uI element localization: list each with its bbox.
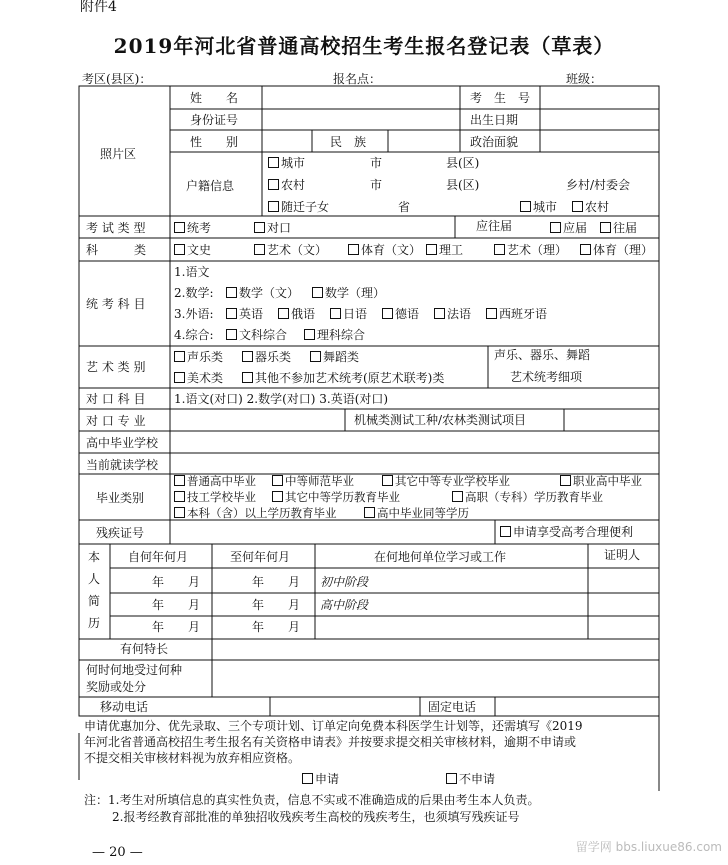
hukou-migrant-urban-option[interactable]: 城市 [520,200,557,214]
checkbox-icon [446,773,457,784]
checkbox-icon [572,201,583,212]
awards-label-line2: 奖励或处分 [86,680,147,694]
checkbox-icon [268,157,279,168]
grad-other-secondary-option[interactable]: 其它中等学历教育毕业 [272,490,400,504]
subject-ligong-option[interactable]: 理工 [426,243,463,257]
grad-vocational-hs-option[interactable]: 职业高中毕业 [560,474,642,488]
resume-row3-from-month: 月 [188,620,201,634]
resume-char-2: 人 [88,572,101,586]
checkbox-icon [382,475,393,486]
checkbox-icon [550,222,561,233]
apply-text-line3: 不提交相关审核材料视为放弃相应资格。 [84,751,301,765]
grad-status-label: 应往届 [476,219,513,233]
ethnicity-label: 民 族 [330,135,367,149]
subject-art-science-option[interactable]: 艺术（理） [494,243,567,257]
subject-sports-arts-option[interactable]: 体育（文） [348,243,421,257]
checkbox-icon [486,308,497,319]
resume-row2-to-month: 月 [288,598,301,612]
checkbox-icon [272,475,283,486]
unified-chinese: 1.语文 [174,265,210,279]
page-number: — 20 — [92,845,143,860]
exam-type-unified-option[interactable]: 统考 [174,221,211,235]
checkbox-icon [452,491,463,502]
checkbox-icon [494,244,505,255]
photo-area-label: 照片区 [100,147,137,161]
checkbox-icon [302,773,313,784]
checkbox-icon [364,507,375,518]
foreign-german-option[interactable]: 德语 [382,307,419,321]
corner-text: 附件4 [80,0,117,15]
vocational-subjects-label: 对 口 科 目 [86,392,146,406]
checkbox-icon [174,222,185,233]
checkbox-icon [272,491,283,502]
fresh-grad-option[interactable]: 应届 [550,221,587,235]
hukou-label: 户籍信息 [186,179,235,193]
current-school-label: 当前就读学校 [86,458,159,472]
specialty-label: 有何特长 [120,642,169,656]
hukou-migrant-option[interactable]: 随迁子女 [268,200,329,214]
resume-row2-to-year: 年 [252,598,265,612]
watermark: 留学网 bbs.liuxue86.com [575,840,722,854]
checkbox-icon [560,475,571,486]
art-fine-arts-option[interactable]: 美术类 [174,371,223,385]
checkbox-icon [500,526,511,537]
resume-where-header: 在何地何单位学习或工作 [374,550,507,564]
checkbox-icon [268,179,279,190]
vocational-major-label: 对 口 专 业 [86,414,146,428]
page-title: 2019年河北省普通高校招生考生报名登记表（草表） [113,34,615,58]
checkbox-icon [330,308,341,319]
unified-math-label: 2.数学: [174,286,214,300]
checkbox-icon [226,329,237,340]
hukou-city-city: 市 [370,156,383,170]
disability-number-label: 残疾证号 [96,526,145,540]
unified-subjects-label: 统 考 科 目 [86,297,146,311]
checkbox-icon [434,308,445,319]
resume-char-1: 本 [88,550,101,564]
hukou-rural-option[interactable]: 农村 [268,178,305,192]
checkbox-icon [254,244,265,255]
checkbox-icon [310,351,321,362]
resume-row1-stage: 初中阶段 [320,575,369,589]
checkbox-icon [226,308,237,319]
foreign-japanese-option[interactable]: 日语 [330,307,367,321]
comprehensive-science-option[interactable]: 理科综合 [304,328,365,342]
art-detail-line1: 声乐、器乐、舞蹈 [494,348,591,362]
subject-art-arts-option[interactable]: 艺术（文） [254,243,327,257]
exam-type-vocational-option[interactable]: 对口 [254,221,291,235]
resume-row1-to-month: 月 [288,575,301,589]
checkbox-icon [600,222,611,233]
resume-row2-from-year: 年 [152,598,165,612]
unified-foreign-label: 3.外语: [174,307,214,321]
checkbox-icon [312,287,323,298]
grad-type-label: 毕业类别 [96,491,145,505]
header-class: 班级： [566,72,603,86]
checkbox-icon [242,351,253,362]
note-line2: 2.报考经教育部批准的单独招收残疾考生高校的残疾考生，也须填写残疾证号 [112,810,520,824]
unified-comprehensive-label: 4.综合: [174,328,214,342]
checkbox-icon [174,351,185,362]
name-label: 姓 名 [190,91,239,105]
resume-row3-from-year: 年 [152,620,165,634]
subject-type-label: 科 类 [86,243,147,257]
subject-wenshi-option[interactable]: 文史 [174,243,211,257]
foreign-spanish-option[interactable]: 西班牙语 [486,307,547,321]
birth-date-label: 出生日期 [470,113,519,127]
resume-char-3: 简 [88,594,101,608]
resume-witness-header: 证明人 [604,548,641,562]
math-arts-option[interactable]: 数学（文） [226,286,299,300]
resume-row1-from-year: 年 [152,575,165,589]
landline-label: 固定电话 [428,700,477,714]
resume-row3-to-year: 年 [252,620,265,634]
header-district: 考区(县区)： [82,72,152,86]
resume-char-4: 历 [88,616,101,630]
grad-normal-school-option[interactable]: 中等师范毕业 [272,474,354,488]
hukou-migrant-province: 省 [398,200,411,214]
art-instrument-option[interactable]: 器乐类 [242,350,291,364]
art-type-label: 艺 术 类 别 [86,360,146,374]
header-site: 报名点： [333,72,382,86]
checkbox-icon [348,244,359,255]
hukou-rural-county: 县(区) [446,178,480,192]
exam-number-label: 考 生 号 [470,91,531,105]
hs-grad-school-label: 高中毕业学校 [86,436,159,450]
checkbox-icon [304,329,315,340]
apply-text-line2: 年河北省普通高校招生考生报名有关资格申请表》并按要求提交相关审核材料，逾期不申请或 [84,735,577,749]
grad-higher-vocational-option[interactable]: 高职（专科）学历教育毕业 [452,490,603,504]
hukou-migrant-rural-option[interactable]: 农村 [572,200,609,214]
art-other-option[interactable]: 其他不参加艺术统考(原艺术联考)类 [242,371,444,385]
art-dance-option[interactable]: 舞蹈类 [310,350,359,364]
political-status-label: 政治面貌 [470,135,519,149]
id-number-label: 身份证号 [190,113,239,127]
art-vocal-option[interactable]: 声乐类 [174,350,223,364]
hukou-rural-city: 市 [370,178,383,192]
subject-sports-science-option[interactable]: 体育（理） [580,243,653,257]
vocational-test-label: 机械类测试工种/农林类测试项目 [354,413,527,427]
apply-yes-option[interactable]: 申请 [302,772,339,786]
resume-to-header: 至何年何月 [230,550,291,564]
hukou-rural-village: 乡村/村委会 [566,178,631,192]
checkbox-icon [426,244,437,255]
resume-row2-stage: 高中阶段 [320,598,369,612]
checkbox-icon [226,287,237,298]
vocational-subjects-value: 1.语文(对口) 2.数学(对口) 3.英语(对口) [174,392,389,406]
checkbox-icon [520,201,531,212]
grad-regular-hs-option[interactable]: 普通高中毕业 [174,474,256,488]
hukou-city-option[interactable]: 城市 [268,156,305,170]
foreign-french-option[interactable]: 法语 [434,307,471,321]
exam-type-label: 考 试 类 型 [86,221,146,235]
mobile-label: 移动电话 [100,700,149,714]
resume-row3-to-month: 月 [288,620,301,634]
checkbox-icon [174,475,185,486]
grad-equivalent-option[interactable]: 高中毕业同等学历 [364,506,469,520]
gender-label: 性 别 [190,135,239,149]
accommodation-option[interactable]: 申请享受高考合理便利 [500,525,633,539]
checkbox-icon [254,222,265,233]
checkbox-icon [268,201,279,212]
grad-technical-school-option[interactable]: 技工学校毕业 [174,490,256,504]
awards-label-line1: 何时何地受过何种 [86,663,183,677]
comprehensive-arts-option[interactable]: 文科综合 [226,328,287,342]
checkbox-icon [382,308,393,319]
foreign-russian-option[interactable]: 俄语 [278,307,315,321]
hukou-city-county: 县(区) [446,156,480,170]
checkbox-icon [174,372,185,383]
checkbox-icon [174,507,185,518]
apply-text-line1: 申请优惠加分、优先录取、三个专项计划、订单定向免费本科医学生计划等，还需填写《2019 [84,719,583,733]
foreign-english-option[interactable]: 英语 [226,307,263,321]
resume-row2-from-month: 月 [188,598,201,612]
resume-row1-from-month: 月 [188,575,201,589]
grad-other-vocational-option[interactable]: 其它中等专业学校毕业 [382,474,510,488]
checkbox-icon [174,244,185,255]
checkbox-icon [242,372,253,383]
previous-grad-option[interactable]: 往届 [600,221,637,235]
apply-no-option[interactable]: 不申请 [446,772,495,786]
resume-from-header: 自何年何月 [128,550,189,564]
art-detail-line2: 艺术统考细项 [510,370,583,384]
math-science-option[interactable]: 数学（理） [312,286,385,300]
resume-row1-to-year: 年 [252,575,265,589]
checkbox-icon [278,308,289,319]
checkbox-icon [174,491,185,502]
note-line1: 注：1.考生对所填信息的真实性负责，信息不实或不准确造成的后果由考生本人负责。 [84,793,540,807]
grad-bachelor-option[interactable]: 本科（含）以上学历教育毕业 [174,506,337,520]
checkbox-icon [580,244,591,255]
